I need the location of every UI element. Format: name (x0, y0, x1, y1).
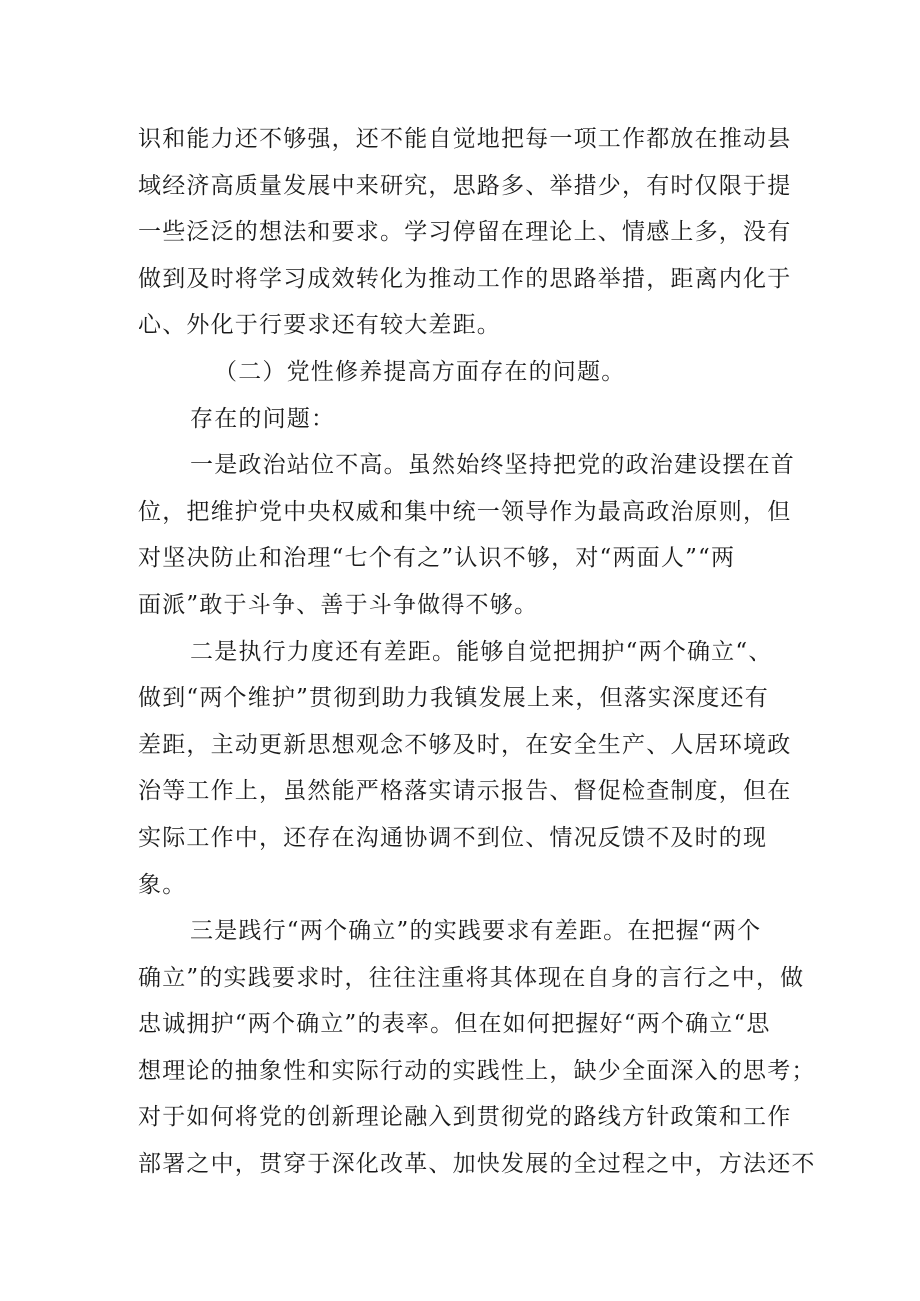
text-line-8: 一是政治站位不高。虽然始终坚持把党的政治建设摆在首 (190, 452, 795, 479)
text-line-11: 面派”敢于斗争、善于斗争做得不够。 (138, 591, 539, 618)
text-line-5: 心、外化于行要求还有较大差距。 (138, 312, 501, 339)
document-body (138, 116, 816, 1188)
text-line-23: 部署之中，贯穿于深化改革、加快发展的全过程之中，方法还不 (138, 1151, 816, 1178)
text-line-13: 做到“两个维护”贯彻到助力我镇发展上来，但落实深度还有 (138, 685, 769, 712)
text-line-15: 治等工作上，虽然能严格落实请示报告、督促检查制度，但在 (138, 778, 792, 805)
text-line-4: 做到及时将学习成效转化为推动工作的思路举措，距离内化于 (138, 265, 792, 292)
text-line-14: 差距，主动更新思想观念不够及时，在安全生产、人居环境政 (138, 731, 792, 758)
text-line-1: 识和能力还不够强，还不能自觉地把每一项工作都放在推动县 (138, 126, 792, 152)
text-line-16: 实际工作中，还存在沟通协调不到位、情况反馈不及时的现 (138, 824, 768, 851)
text-line-20: 忠诚拥护“两个确立”的表率。但在如何把握好“两个确立“思 (138, 1011, 771, 1038)
text-line-19: 确立”的实践要求时，往往注重将其体现在自身的言行之中，做 (138, 964, 805, 991)
subheading-problems: 存在的问题： (190, 405, 336, 432)
text-line-10: 对坚决防止和治理“七个有之”认识不够，对“两面人”“两 (138, 545, 736, 572)
section-heading: （二）党性修养提高方面存在的问题。 (214, 358, 626, 385)
text-line-21: 想理论的抽象性和实际行动的实践性上，缺少全面深入的思考； (138, 1057, 816, 1084)
text-line-2: 域经济高质量发展中来研究，思路多、举措少，有时仅限于提 (138, 172, 792, 199)
text-line-17: 象。 (138, 871, 187, 898)
text-line-18: 三是践行“两个确立”的实践要求有差距。在把握“两个 (190, 918, 762, 945)
text-line-9: 位，把维护党中央权威和集中统一领导作为最高政治原则，但 (138, 498, 792, 525)
text-line-22: 对于如何将党的创新理论融入到贯彻党的路线方针政策和工作 (138, 1104, 792, 1131)
text-line-3: 一些泛泛的想法和要求。学习停留在理论上、情感上多，没有 (138, 219, 792, 246)
text-line-12: 二是执行力度还有差距。能够自觉把拥护“两个确立“、 (190, 638, 773, 665)
